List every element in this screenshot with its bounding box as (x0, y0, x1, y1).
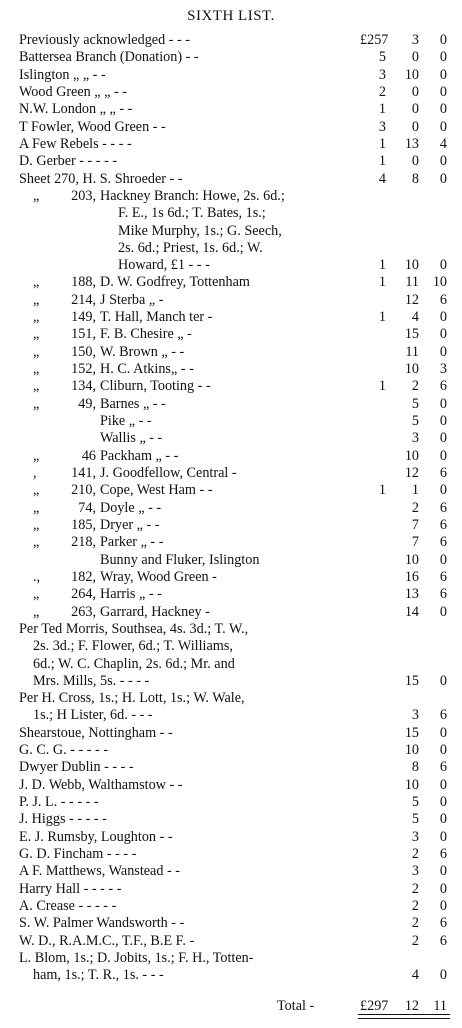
entry-text: T Fowler, Wood Green - - (19, 118, 166, 135)
entry-text: ham, 1s.; T. R., 1s. - - - (33, 967, 164, 984)
list-row (0, 706, 462, 724)
amount-shillings: 3 (411, 707, 419, 724)
amount-shillings: 7 (411, 516, 419, 533)
amount-pence: 0 (439, 413, 447, 430)
amount-shillings: 4 (411, 967, 419, 984)
entry-text: D. W. Godfrey, Tottenham (100, 274, 250, 291)
amount-shillings: 2 (411, 378, 419, 395)
entry-text: 2s. 6d.; Priest, 1s. 6d.; W. (118, 239, 263, 256)
ditto-mark: „ (33, 603, 40, 620)
entry-text: W. D., R.A.M.C., T.F., B.E F. - (19, 932, 195, 949)
amount-pence: 0 (439, 724, 447, 741)
list-row (0, 118, 462, 136)
amount-pence: 6 (439, 291, 447, 308)
entry-text: Dwyer Dublin - - - - (19, 759, 134, 776)
entry-text: Mrs. Mills, 5s. - - - - (33, 672, 150, 689)
amount-pence: 6 (439, 568, 447, 585)
amount-pence: 3 (439, 361, 447, 378)
amount-pounds: 2 (378, 83, 386, 100)
amount-pence: 0 (439, 828, 447, 845)
amount-shillings: 4 (411, 309, 419, 326)
list-row (0, 187, 462, 205)
list-row (0, 66, 462, 84)
amount-pence: 6 (439, 516, 447, 533)
list-row (0, 533, 462, 551)
entry-text: Pike „ - - (100, 413, 152, 430)
list-row (0, 204, 462, 222)
entry-text: Howard, £1 - - - (118, 257, 210, 274)
entry-text: Parker „ - - (100, 534, 164, 551)
amount-pence: 0 (439, 32, 447, 48)
amount-pounds: 1 (378, 135, 386, 152)
entry-text: J. Higgs - - - - - (19, 811, 107, 828)
ditto-mark: „ (33, 187, 40, 204)
amount-shillings: 10 (404, 257, 419, 274)
amount-pence: 6 (439, 378, 447, 395)
list-row (0, 222, 462, 240)
amount-pounds: 1 (378, 274, 386, 291)
amount-pounds: 5 (378, 49, 386, 66)
entry-text: Packham „ - - (100, 447, 179, 464)
ditto-mark: „ (33, 291, 40, 308)
amount-shillings: 12 (404, 291, 419, 308)
amount-pence: 0 (439, 66, 447, 83)
entry-text: Battersea Branch (Donation) - - (19, 49, 199, 66)
amount-pence: 0 (439, 326, 447, 343)
list-row (0, 256, 462, 274)
amount-pence: 0 (439, 967, 447, 984)
entry-text: L. Blom, 1s.; D. Jobits, 1s.; F. H., Totten- (19, 949, 254, 966)
amount-pence: 6 (439, 759, 447, 776)
ditto-mark: „ (33, 586, 40, 603)
entry-text: Islington „ „ - - (19, 66, 106, 83)
sheet-number: 74, (78, 499, 96, 516)
sheet-number: 149, (71, 309, 96, 326)
amount-pence: 10 (432, 274, 447, 291)
amount-pounds: 4 (378, 170, 386, 187)
amount-pounds: 1 (378, 309, 386, 326)
sheet-number: 141, (71, 465, 96, 481)
list-row (0, 152, 462, 170)
amount-shillings: 0 (411, 83, 419, 100)
list-row (0, 48, 462, 66)
list-row (0, 689, 462, 707)
sheet-number: 185, (71, 516, 96, 533)
amount-shillings: 3 (411, 863, 419, 880)
amount-pence: 0 (439, 880, 447, 897)
entry-text: Cope, West Ham - - (100, 482, 213, 499)
amount-shillings: 0 (411, 118, 419, 135)
ditto-mark: „ (33, 274, 40, 291)
entry-text: J. Goodfellow, Central - (100, 465, 237, 481)
amount-pence: 6 (439, 915, 447, 932)
amount-shillings: 1 (411, 482, 419, 499)
list-row (0, 758, 462, 776)
list-row (0, 481, 462, 499)
amount-shillings: 2 (411, 499, 419, 516)
amount-shillings: 5 (411, 395, 419, 412)
sheet-number: 46 (81, 447, 96, 464)
ditto-mark: „ (33, 343, 40, 360)
total-shillings: 12 (404, 997, 419, 1014)
list-row (0, 793, 462, 811)
amount-shillings: 11 (405, 343, 419, 360)
amount-pence: 0 (439, 257, 447, 274)
list-row (0, 914, 462, 932)
amount-shillings: 13 (404, 586, 419, 603)
amount-pence: 0 (439, 551, 447, 568)
amount-shillings: 15 (404, 672, 419, 689)
amount-pounds: 1 (378, 153, 386, 170)
list-row (0, 585, 462, 603)
amount-shillings: 15 (404, 724, 419, 741)
sheet-number: 49, (78, 395, 96, 412)
ditto-mark: „ (33, 378, 40, 395)
ditto-mark: „ (33, 326, 40, 343)
list-row (0, 464, 462, 482)
list-row (0, 135, 462, 153)
amount-shillings: 12 (404, 465, 419, 481)
list-row (0, 31, 462, 49)
total-row (0, 997, 462, 1015)
sheet-number: 210, (71, 482, 96, 499)
amount-shillings: 10 (404, 551, 419, 568)
amount-pence: 0 (439, 776, 447, 793)
list-row (0, 637, 462, 655)
amount-shillings: 10 (404, 447, 419, 464)
amount-pounds: 3 (378, 118, 386, 135)
entry-text: N.W. London „ „ - - (19, 101, 133, 118)
amount-pounds: 1 (378, 482, 386, 499)
amount-shillings: 5 (411, 794, 419, 811)
entry-text: Cliburn, Tooting - - (100, 378, 211, 395)
list-title: SIXTH LIST. (187, 8, 275, 24)
amount-pence: 0 (439, 898, 447, 914)
amount-shillings: 16 (404, 568, 419, 585)
entry-text: S. W. Palmer Wandsworth - - (19, 915, 185, 932)
list-row (0, 377, 462, 395)
list-row (0, 447, 462, 465)
ditto-mark: „ (33, 534, 40, 551)
sheet-number: 214, (71, 291, 96, 308)
sheet-number: 263, (71, 603, 96, 620)
total-underline-1 (358, 1014, 450, 1015)
total-label: Total - (277, 997, 315, 1014)
entry-text: H. C. Atkins„ - - (100, 361, 194, 378)
amount-shillings: 3 (411, 430, 419, 447)
amount-shillings: 10 (404, 776, 419, 793)
amount-pence: 0 (439, 118, 447, 135)
amount-pence: 0 (439, 395, 447, 412)
amount-pence: 0 (439, 811, 447, 828)
amount-shillings: 7 (411, 534, 419, 551)
entry-text: F. E., 1s 6d.; T. Bates, 1s.; (118, 205, 266, 222)
amount-pence: 0 (439, 49, 447, 66)
total-underline-2 (358, 1018, 450, 1019)
entry-text: Bunny and Fluker, Islington (100, 551, 260, 568)
amount-pence: 0 (439, 447, 447, 464)
sheet-number: 134, (71, 378, 96, 395)
entry-text: Doyle „ - - (100, 499, 162, 516)
entry-text: Harry Hall - - - - - (19, 880, 122, 897)
amount-shillings: 15 (404, 326, 419, 343)
list-row (0, 100, 462, 118)
entry-text: T. Hall, Manch ter - (100, 309, 213, 326)
amount-shillings: 2 (411, 898, 419, 914)
entry-text: D. Gerber - - - - - (19, 153, 118, 170)
amount-shillings: 2 (411, 915, 419, 932)
list-row (0, 291, 462, 309)
sheet-number: 188, (71, 274, 96, 291)
entry-text: 6d.; W. C. Chaplin, 2s. 6d.; Mr. and (33, 655, 235, 672)
list-row (0, 516, 462, 534)
amount-pence: 0 (439, 101, 447, 118)
sheet-number: 203, (71, 187, 96, 204)
entry-text: G. C. G. - - - - - (19, 742, 109, 759)
entry-text: J Sterba „ - (100, 291, 164, 308)
amount-shillings: 5 (411, 413, 419, 430)
list-row (0, 343, 462, 361)
amount-pence: 6 (439, 499, 447, 516)
amount-pence: 0 (439, 603, 447, 620)
amount-pounds: 1 (378, 378, 386, 395)
entry-text: E. J. Rumsby, Loughton - - (19, 828, 173, 845)
amount-pounds: 1 (378, 101, 386, 118)
amount-shillings: 2 (411, 846, 419, 863)
ditto-mark: „ (33, 499, 40, 516)
amount-shillings: 11 (405, 274, 419, 291)
list-row (0, 412, 462, 430)
amount-pence: 0 (439, 309, 447, 326)
amount-shillings: 8 (411, 170, 419, 187)
amount-pence: 0 (439, 430, 447, 447)
amount-pence: 6 (439, 465, 447, 481)
list-row (0, 239, 462, 257)
list-row (0, 568, 462, 586)
amount-shillings: 0 (411, 49, 419, 66)
list-row (0, 724, 462, 742)
amount-pence: 0 (439, 153, 447, 170)
amount-pence: 0 (439, 343, 447, 360)
entry-text: 2s. 3d.; F. Flower, 6d.; T. Williams, (33, 638, 233, 655)
list-row (0, 273, 462, 291)
ditto-mark: „ (33, 482, 40, 499)
amount-pence: 6 (439, 846, 447, 863)
amount-shillings: 3 (411, 32, 419, 48)
sheet-number: 182, (71, 568, 96, 585)
list-row (0, 880, 462, 898)
list-row (0, 897, 462, 915)
ditto-mark: „ (33, 447, 40, 464)
ditto-mark: „ (33, 516, 40, 533)
entry-text: A F. Matthews, Wanstead - - (19, 863, 180, 880)
amount-shillings: 10 (404, 66, 419, 83)
sheet-number: 264, (71, 586, 96, 603)
list-row (0, 429, 462, 447)
list-row (0, 395, 462, 413)
list-row (0, 308, 462, 326)
amount-shillings: 14 (404, 603, 419, 620)
amount-pence: 6 (439, 586, 447, 603)
amount-shillings: 8 (411, 759, 419, 776)
amount-pence: 0 (439, 482, 447, 499)
amount-pounds: 1 (378, 257, 386, 274)
amount-pence: 0 (439, 794, 447, 811)
amount-shillings: 3 (411, 828, 419, 845)
list-row (0, 932, 462, 950)
entry-text: A. Crease - - - - - (19, 898, 117, 914)
entry-text: A Few Rebels - - - - (19, 135, 132, 152)
entry-text: Hackney Branch: Howe, 2s. 6d.; (100, 187, 285, 204)
ditto-mark: , (33, 465, 37, 481)
entry-text: F. B. Chesire „ - (100, 326, 192, 343)
amount-pence: 6 (439, 932, 447, 949)
list-row (0, 949, 462, 967)
sheet-number: 151, (71, 326, 96, 343)
entry-text: J. D. Webb, Walthamstow - - (19, 776, 183, 793)
entry-text: Wallis „ - - (100, 430, 163, 447)
list-row (0, 360, 462, 378)
amount-pence: 0 (439, 170, 447, 187)
entry-text: Wood Green „ „ - - (19, 83, 127, 100)
ditto-mark: „ (33, 361, 40, 378)
amount-shillings: 13 (404, 135, 419, 152)
total-pounds: £297 (360, 997, 389, 1014)
list-row (0, 325, 462, 343)
amount-shillings: 0 (411, 153, 419, 170)
amount-shillings: 2 (411, 932, 419, 949)
list-row (0, 845, 462, 863)
entry-text: 1s.; H Lister, 6d. - - - (33, 707, 153, 724)
amount-pence: 0 (439, 742, 447, 759)
entry-text: Sheet 270, H. S. Shroeder - - (19, 170, 183, 187)
list-row (0, 828, 462, 846)
amount-shillings: 2 (411, 880, 419, 897)
entry-text: G. D. Fincham - - - - (19, 846, 137, 863)
list-row (0, 672, 462, 690)
entry-text: Garrard, Hackney - (100, 603, 210, 620)
entry-text: Barnes „ - - (100, 395, 166, 412)
sheet-number: 152, (71, 361, 96, 378)
amount-pence: 0 (439, 863, 447, 880)
amount-pence: 0 (439, 83, 447, 100)
entry-text: Dryer „ - - (100, 516, 160, 533)
list-row (0, 655, 462, 673)
list-row (0, 966, 462, 984)
amount-shillings: 10 (404, 361, 419, 378)
ditto-mark: „ (33, 395, 40, 412)
sheet-number: 150, (71, 343, 96, 360)
amount-pence: 4 (439, 135, 447, 152)
entry-text: Wray, Wood Green - (100, 568, 217, 585)
list-row (0, 551, 462, 569)
list-row (0, 862, 462, 880)
list-row (0, 741, 462, 759)
amount-pence: 6 (439, 534, 447, 551)
list-row (0, 83, 462, 101)
sheet-number: 218, (71, 534, 96, 551)
entry-text: Per Ted Morris, Southsea, 4s. 3d.; T. W., (19, 620, 249, 637)
list-row (0, 776, 462, 794)
amount-pounds: 3 (378, 66, 386, 83)
entry-text: Per H. Cross, 1s.; H. Lott, 1s.; W. Wale, (19, 690, 245, 707)
amount-shillings: 5 (411, 811, 419, 828)
amount-shillings: 0 (411, 101, 419, 118)
list-row (0, 170, 462, 188)
ditto-mark: „ (33, 309, 40, 326)
entry-text: W. Brown „ - - (100, 343, 185, 360)
amount-pence: 0 (439, 672, 447, 689)
list-row (0, 810, 462, 828)
entry-text: Harris „ - - (100, 586, 162, 603)
ditto-mark: ., (33, 568, 41, 585)
amount-pounds: £257 (360, 32, 389, 48)
list-row (0, 620, 462, 638)
total-pence: 11 (433, 997, 447, 1014)
entry-text: P. J. L. - - - - - (19, 794, 99, 811)
list-row (0, 499, 462, 517)
entry-text: Previously acknowledged - - - (19, 32, 190, 48)
entry-text: Mike Murphy, 1s.; G. Seech, (118, 222, 282, 239)
entry-text: Shearstoue, Nottingham - - (19, 724, 173, 741)
list-row (0, 603, 462, 621)
amount-shillings: 10 (404, 742, 419, 759)
amount-pence: 6 (439, 707, 447, 724)
